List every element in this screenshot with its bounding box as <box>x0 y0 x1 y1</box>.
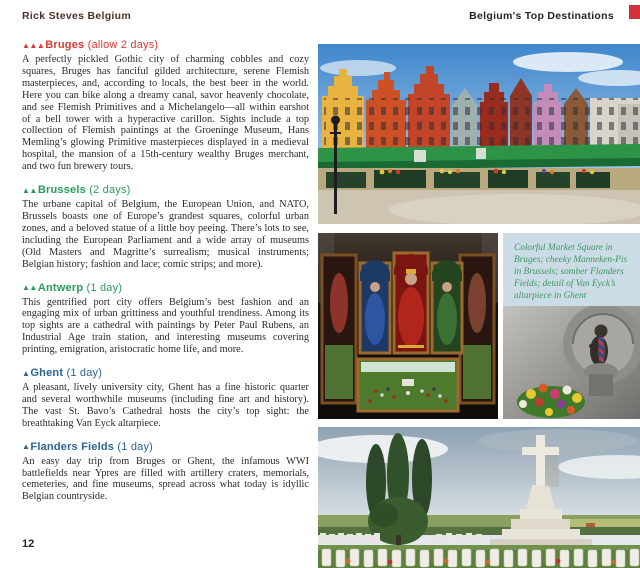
text-column <box>22 39 309 503</box>
rating-triangles-icon: ▲ <box>22 442 30 452</box>
page-number: 12 <box>22 538 35 550</box>
section-days: (1 day) <box>66 367 103 380</box>
section-bruges <box>22 39 309 173</box>
photo-caption: Colorful Market Square in Bruges; cheeky Manneken-Pis in Brussels; somber Flanders Fields; detail of Van Eyck’s altarpiece in Ghent <box>503 233 640 312</box>
section-body: A pleasant, lively university city, Ghent has a fine historic quarter and several worthwhile museums (including fine art and history). The vast St. Bavo’s Cathedral hosts the city’s top sight: the breathtaking Van Eyck altarpiece. <box>22 382 309 429</box>
rating-triangles-icon: ▲▲ <box>22 283 37 292</box>
photo-flanders-fields <box>318 427 640 568</box>
section-flanders-fields <box>22 441 309 504</box>
section-days: (allow 2 days) <box>87 39 159 51</box>
rating-triangles-icon: ▲▲▲ <box>22 40 45 50</box>
section-brussels <box>22 184 309 270</box>
market-stalls <box>318 168 640 190</box>
section-ghent <box>22 367 309 430</box>
section-body: The urbane capital of Belgium, the European Union, and NATO, Brussels boasts one of Europe’s grandest squares, colorful urban zones, and a beloved statue of a little boy peeing. There’s lots to see, including the European Parliament and a wide array of museums (Old Masters and Magritte’s surrealism; musical instruments; Belgian history; fashion and lace; comic strips; and more). <box>22 199 309 270</box>
ghent-altarpiece-illustration <box>318 233 498 419</box>
chapter-title: Belgium's Top Destinations <box>469 10 614 22</box>
section-heading-brussels <box>22 184 309 196</box>
market-awnings <box>318 144 640 170</box>
section-name: Brussels <box>37 184 86 197</box>
headstones-front-row <box>322 549 639 567</box>
photo-manneken-pis <box>503 306 640 419</box>
section-name: Ghent <box>30 367 64 380</box>
section-days: (1 day) <box>86 281 123 294</box>
section-antwerp <box>22 282 309 357</box>
flanders-fields-illustration <box>318 427 640 568</box>
section-name: Antwerp <box>37 281 84 294</box>
book-title: Rick Steves Belgium <box>22 10 131 22</box>
section-body: An easy day trip from Bruges or Ghent, the infamous WWI battlefields near Ypres are filled with artillery craters, memorials, cemeteries, and fine museums, spread across what today is idyllic Belgian countryside. <box>22 455 309 503</box>
photo-ghent-altarpiece <box>318 233 498 419</box>
section-days: (2 days) <box>89 184 131 197</box>
section-body: This gentrified port city offers Belgium’s best fashion and an engaging mix of urban grittiness and youthful trendiness. Among its top sights are a cathedral with paintings by Peter Paul Rubens, an Industrial Age train station, and interesting museums covering printing, emigration, aristocratic home life, and more. <box>22 296 309 356</box>
bruges-market-square-illustration <box>318 44 640 224</box>
section-heading-bruges <box>22 39 309 51</box>
section-heading-ghent <box>22 367 309 379</box>
section-heading-antwerp <box>22 282 309 294</box>
section-name: Bruges <box>45 39 85 51</box>
trees <box>366 433 432 549</box>
section-name: Flanders Fields <box>30 440 115 453</box>
photo-bruges-market-square <box>318 44 640 224</box>
section-body: A perfectly pickled Gothic city of charming cobbles and cozy squares, Bruges has fanciful gilded architecture, serene Flemish masterpieces, and, according to locals, the best beer in the world. Here you can bike along a dreamy canal, savor heavenly chocolate, and see Flemish Primitives and a Michelangelo—all within earshot of a bell tower with a hyperactive carillon. Sights include a top collection of Flemish paintings at the Groeninge Museum, Hans Memling’s glowing Primitive masterpieces displayed in a medieval hospital, the mansion of a 15th-century wealthy Bruges merchant, and two fun brewery tours. <box>22 54 309 173</box>
section-days: (1 day) <box>117 440 154 453</box>
altarpiece-upper-panels <box>360 253 462 353</box>
rating-triangles-icon: ▲ <box>22 368 30 378</box>
chapter-tab-marker <box>629 5 640 19</box>
altarpiece-lower-panel <box>358 359 458 411</box>
rating-triangles-icon: ▲▲ <box>22 185 37 195</box>
manneken-pis-illustration <box>503 306 640 419</box>
section-heading-flanders-fields <box>22 441 309 453</box>
